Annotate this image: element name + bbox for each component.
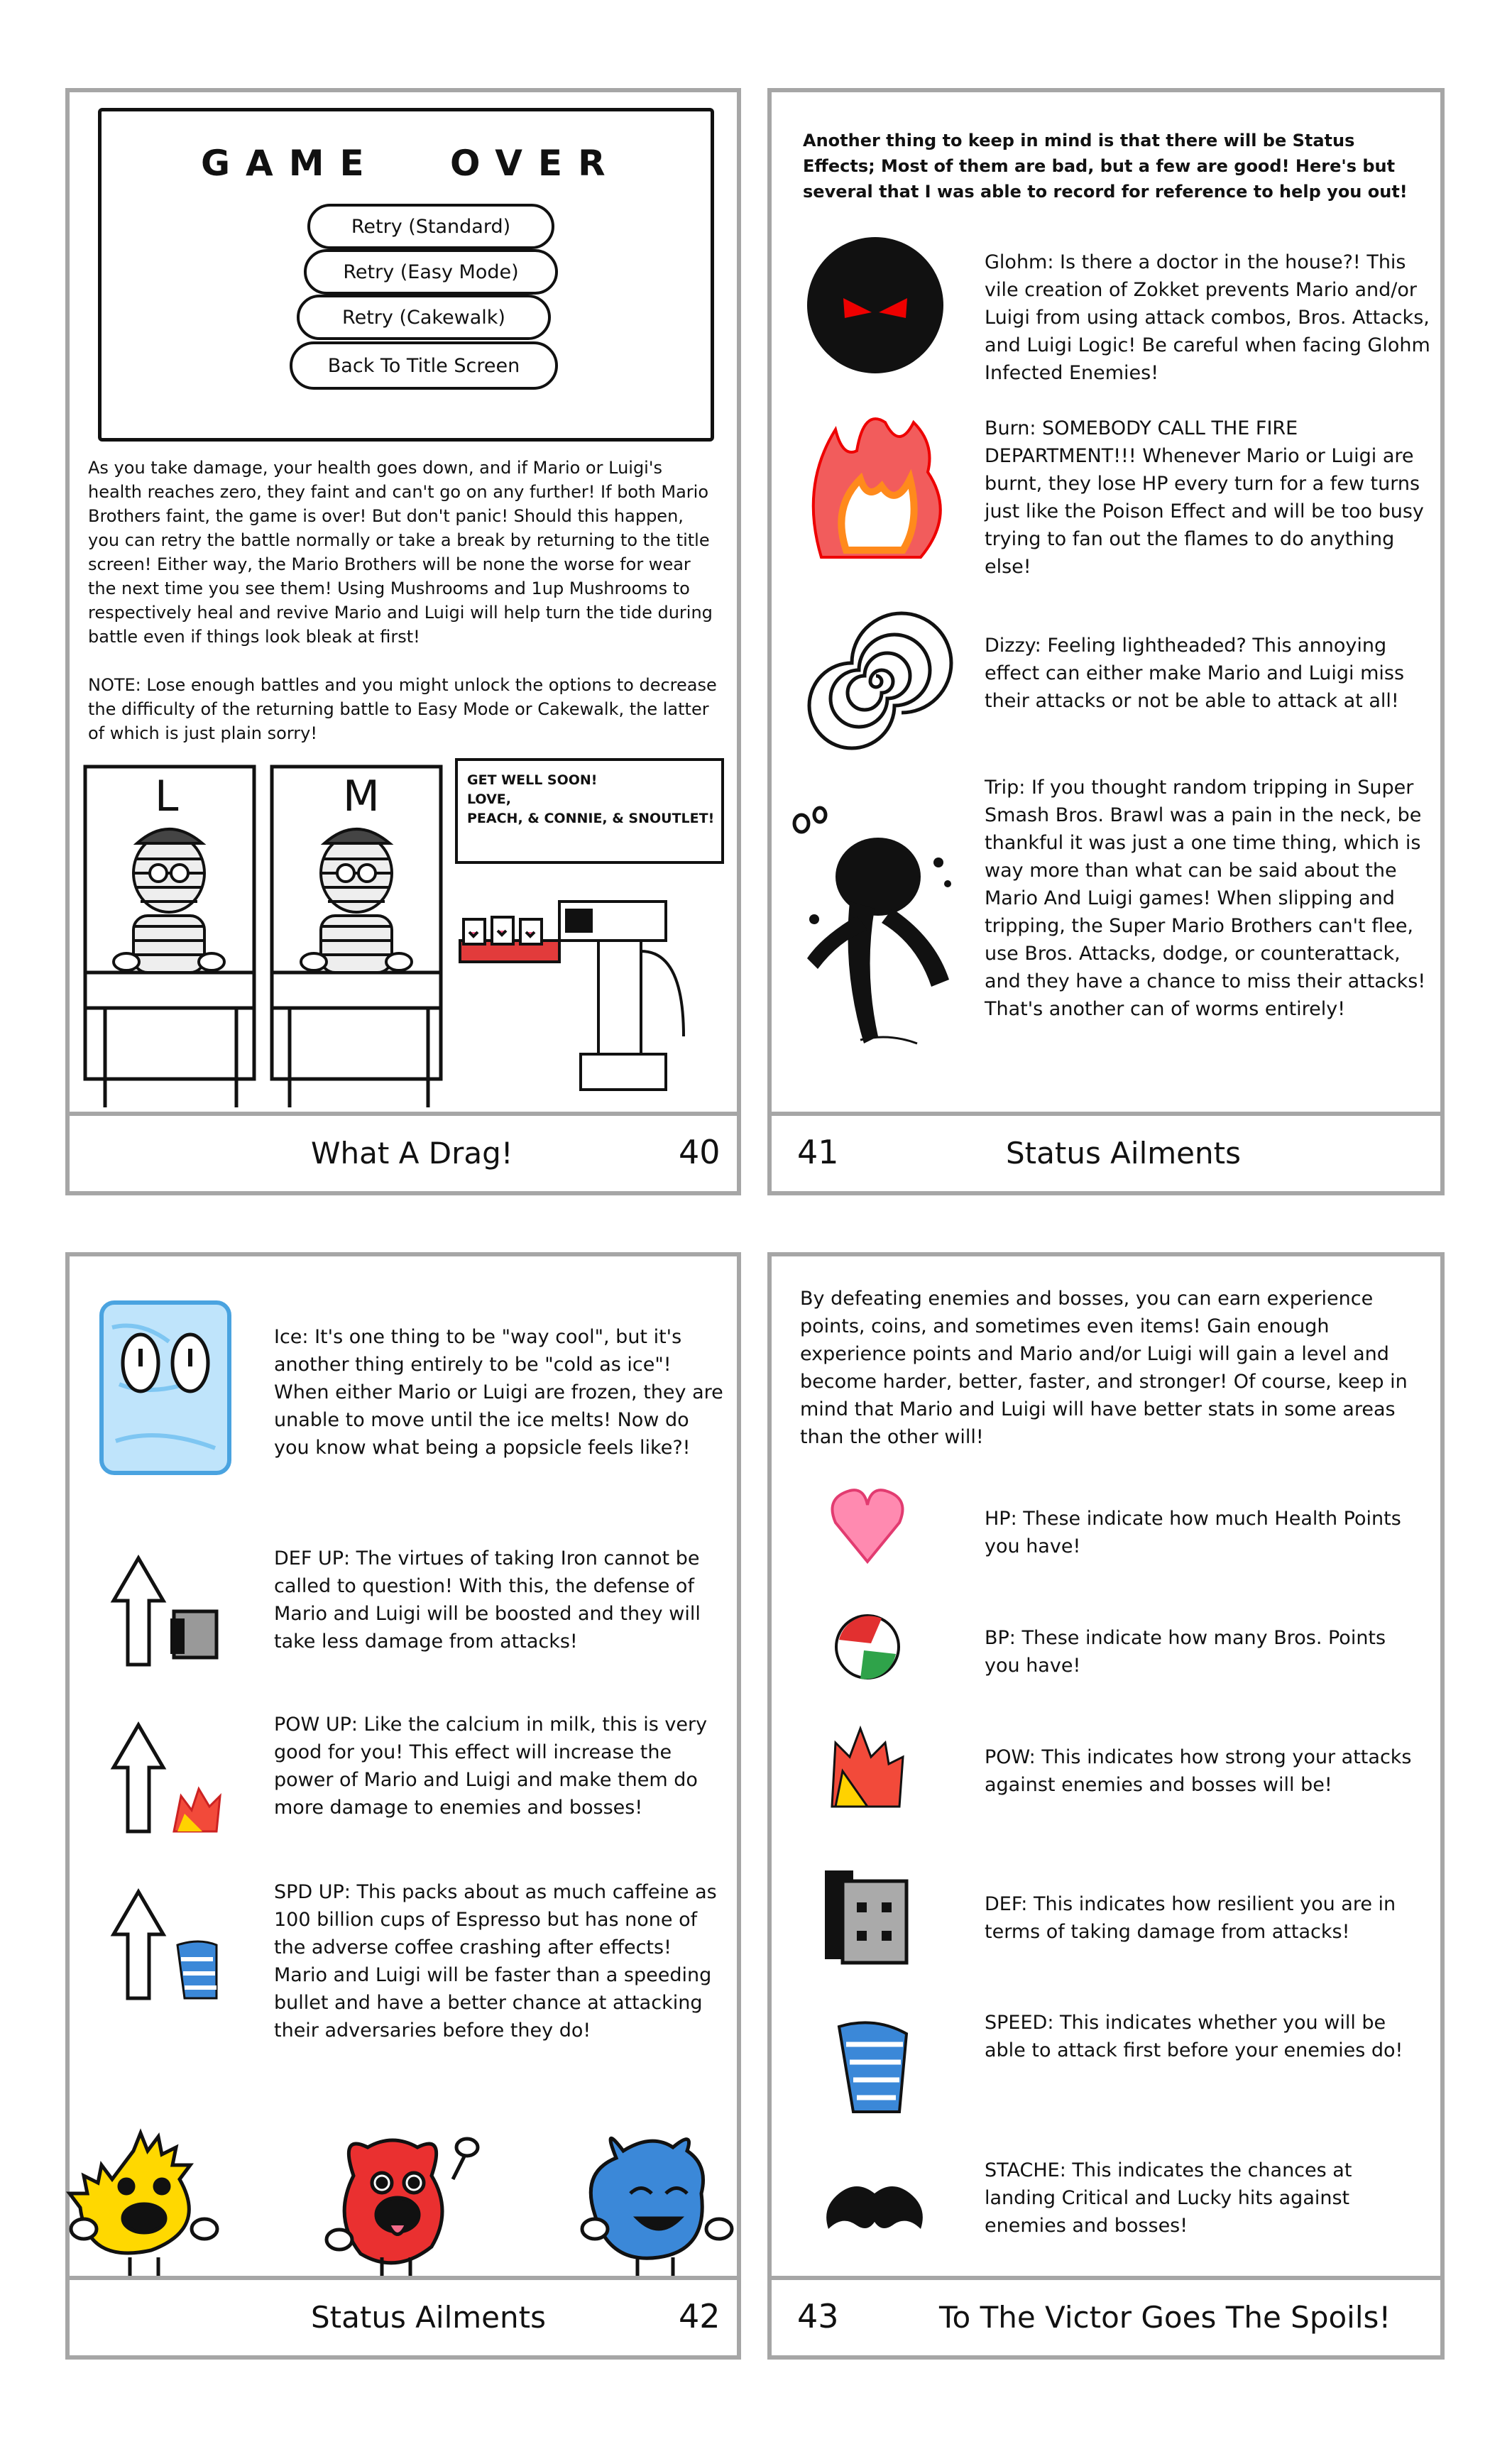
stat-stache: STACHE: This indicates the chances at landing Critical and Lucky hits against enemies and bosses! [985,2159,1352,2237]
page-43-footer [772,2276,1440,2355]
page-number: 43 [797,2297,839,2335]
page-number: 42 [679,2297,721,2335]
status-monsters [70,2122,737,2286]
status-item-burn: Burn: SOMEBODY CALL THE FIRE DEPARTMENT!!! Whenever Mario or Luigi are burnt, they lose HP every turn for a few turns just like the Poison Effect and will be too busy trying to fan out the flames to do anything else! [985,417,1424,578]
heart-icon [828,1487,906,1565]
effect-item-spd-up: SPD UP: This packs about as much caffeine as 100 billion cups of Espresso but has none of the adverse coffee crashing after effects! Mario and Luigi will be faster than a speeding bullet and have a better chance at attacking their adversaries before they do! [274,1881,717,2042]
card-line-3: PEACH, & CONNIE, & SNOUTLET! [467,811,715,826]
stat-bp: BP: These indicate how many Bros. Points you have! [985,1627,1386,1677]
pow-icon [828,1725,906,1810]
def-icon [821,1867,914,1966]
status-intro: Another thing to keep in mind is that there will be Status Effects; Most of them are bad, but a few are good! Here's but several that I was able to record for reference to help you out! [803,131,1408,202]
bandaged-luigi [114,829,224,973]
page-41-footer [772,1112,1440,1191]
status-item-trip: Trip: If you thought random tripping in Super Smash Bros. Brawl was a pain in the neck, be thankful it was just a one time thing, which is way more than what can be said about the Mario And Luigi games! When slipping and tripping, the Super Mario Brothers can't flee, use Bros. Attacks, dodge, or counterattack, and they have a chance to miss their attacks! That's another can of worms entirely! [985,777,1426,1020]
bandaged-mario [301,829,412,973]
retry-cakewalk-button[interactable]: Retry (Cakewalk) [297,295,551,340]
bed-letter-l: L [155,772,179,821]
stat-speed: SPEED: This indicates whether you will be able to attack first before your enemies do! [985,2012,1403,2061]
spd-up-icon [106,1885,227,2005]
effect-item-def-up: DEF UP: The virtues of taking Iron cannot be called to question! With this, the defense of Mario and Luigi will be boosted and they will take less damage from attacks! [274,1547,701,1653]
page-42 [65,1252,741,2360]
trip-icon [793,795,956,1051]
page-number: 41 [797,1133,839,1171]
page-number: 40 [679,1133,721,1171]
body-paragraph: As you take damage, your health goes down, and if Mario or Luigi's health reaches zero, they faint and can't go on any further! If both Mario Brothers faint, the game is over! But don't panic! Should this happen, you can retry the battle normally or take a break by returning to the title screen! Either way, the Mario Brothers will be none the worse for wear the next time you see them! Using Mushrooms and 1up Mushrooms to respectively heal and revive Mario and Luigi will help turn the tide during battle even if things look bleak at first! [88,458,713,647]
page-40 [65,88,741,1195]
card-line-1: GET WELL SOON! [467,772,598,788]
card-line-2: LOVE, [467,791,511,807]
stat-hp: HP: These indicate how much Health Points you have! [985,1508,1401,1557]
burn-icon [807,415,942,564]
medicine-robot [460,902,684,1090]
page-43 [767,1252,1445,2360]
game-over-title: GAME OVER [201,143,621,184]
page-40-footer [70,1112,737,1191]
def-up-icon [106,1551,227,1672]
effect-item-pow-up: POW UP: Like the calcium in milk, this is very good for you! This effect will increase the power of Mario and Luigi and make them do more damage to enemies and bosses! [274,1714,708,1819]
game-over-box [98,108,714,442]
back-to-title-button[interactable]: Back To Title Screen [290,341,558,390]
page-42-footer [70,2276,737,2355]
stat-def: DEF: This indicates how resilient you are in terms of taking damage from attacks! [985,1893,1396,1943]
effect-item-ice: Ice: It's one thing to be "way cool", but it's another thing entirely to be "cold as ice"! When either Mario or Luigi are frozen, they are unable to move until the ice melts! Now do you know what being a popsicle feels like?! [274,1326,723,1459]
retry-standard-button[interactable]: Retry (Standard) [307,204,554,249]
status-item-dizzy: Dizzy: Feeling lightheaded? This annoying effect can either make Mario and Luigi miss their attacks or not be able to attack at all! [985,635,1405,712]
experience-intro: By defeating enemies and bosses, you can earn experience points, coins, and sometimes even items! Gain enough experience points and Mario and/or Luigi will gain a level and become harder, better, faster, and stronger! Of course, keep in mind that Mario and Luigi will have better stats in some areas than the other will! [800,1288,1408,1448]
footer-title: What A Drag! [311,1136,513,1171]
hospital-illustration [70,760,737,1114]
blue-monster [582,2138,732,2279]
footer-title: To The Victor Goes The Spoils! [939,2300,1391,2335]
bp-ball-icon [832,1611,903,1682]
ice-icon [98,1299,233,1476]
bed-letter-m: M [343,772,380,821]
note-paragraph: NOTE: Lose enough battles and you might unlock the options to decrease the difficulty of the returning battle to Easy Mode or Cakewalk, the latter of which is just plain sorry! [88,675,717,743]
status-item-glohm: Glohm: Is there a doctor in the house?! This vile creation of Zokket prevents Mario and/or Luigi from using attack combos, Bros. Attacks, and Luigi Logic! Be careful when facing Glohm Infected Enemies! [985,251,1430,384]
yellow-monster [70,2133,217,2279]
mustache-icon [821,2179,928,2236]
speed-icon [836,2020,914,2112]
dizzy-icon [809,614,943,749]
footer-title: Status Ailments [1006,1136,1241,1171]
retry-easy-button[interactable]: Retry (Easy Mode) [304,249,558,295]
glohm-icon [804,234,946,376]
game-over-body [88,456,720,773]
red-monster [327,2139,478,2279]
pow-up-icon [106,1718,227,1839]
footer-title: Status Ailments [311,2300,546,2335]
page-41 [767,88,1445,1195]
stat-pow: POW: This indicates how strong your attacks against enemies and bosses will be! [985,1746,1412,1796]
